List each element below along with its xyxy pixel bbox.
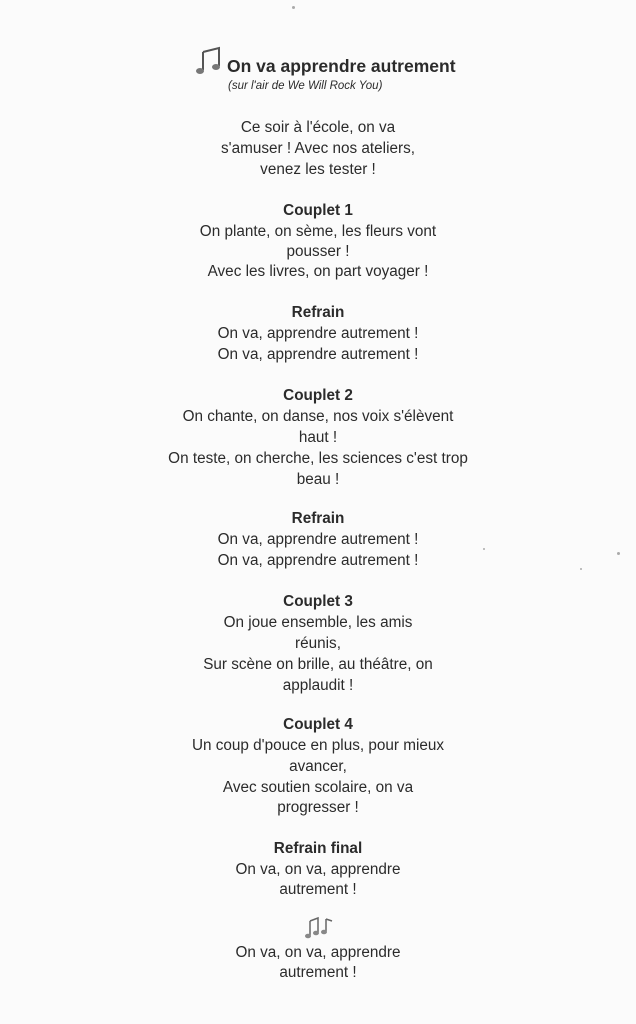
title-row (195, 46, 495, 80)
lyric-line: réunis, (295, 635, 341, 652)
lyric-line: On plante, on sème, les fleurs vont (199, 223, 437, 240)
section-heading: Refrain (291, 510, 345, 527)
paper-speck (292, 6, 295, 9)
intro-line: venez les tester ! (260, 161, 376, 178)
section-heading: Couplet 3 (283, 593, 353, 610)
section-heading: Couplet 1 (283, 202, 353, 219)
lyric-line: haut ! (298, 429, 338, 446)
song-subtitle: (sur l'air de We Will Rock You) (228, 80, 383, 92)
section-heading: Refrain (291, 304, 345, 321)
lyric-line: On teste, on cherche, les sciences c'est trop (168, 450, 468, 467)
lyric-line: progresser ! (277, 799, 359, 816)
intro-line: Ce soir à l'école, on va (240, 119, 396, 136)
lyric-line: On va, apprendre autrement ! (217, 552, 419, 569)
outro-line: On va, on va, apprendre (235, 944, 401, 961)
section-heading: Couplet 4 (283, 716, 353, 733)
lyric-line: Sur scène on brille, au théâtre, on (203, 656, 433, 673)
lyric-line: applaudit ! (282, 677, 354, 694)
lyric-line: On joue ensemble, les amis (223, 614, 413, 631)
music-note-icon (195, 46, 223, 78)
lyric-line: pousser ! (286, 243, 350, 260)
section-heading: Couplet 2 (283, 387, 353, 404)
lyric-line: On va, on va, apprendre (235, 861, 401, 878)
lyric-line: On chante, on danse, nos voix s'élèvent (182, 408, 454, 425)
paper-speck (483, 548, 485, 550)
music-notes-icon (304, 915, 336, 941)
paper-speck (617, 552, 620, 555)
lyric-line: autrement ! (279, 881, 357, 898)
lyric-line: avancer, (289, 758, 347, 775)
lyric-line: On va, apprendre autrement ! (217, 346, 419, 363)
lyric-line: Avec les livres, on part voyager ! (207, 263, 429, 280)
section-heading: Refrain final (273, 840, 363, 857)
lyric-line: beau ! (296, 471, 340, 488)
lyric-line: On va, apprendre autrement ! (217, 531, 419, 548)
song-title: On va apprendre autrement (227, 56, 456, 76)
intro-line: s'amuser ! Avec nos ateliers, (221, 140, 415, 157)
outro-line: autrement ! (279, 964, 357, 981)
paper-speck (580, 568, 582, 570)
lyric-line: On va, apprendre autrement ! (217, 325, 419, 342)
lyric-line: Un coup d'pouce en plus, pour mieux (191, 737, 445, 754)
lyric-line: Avec soutien scolaire, on va (222, 779, 414, 796)
